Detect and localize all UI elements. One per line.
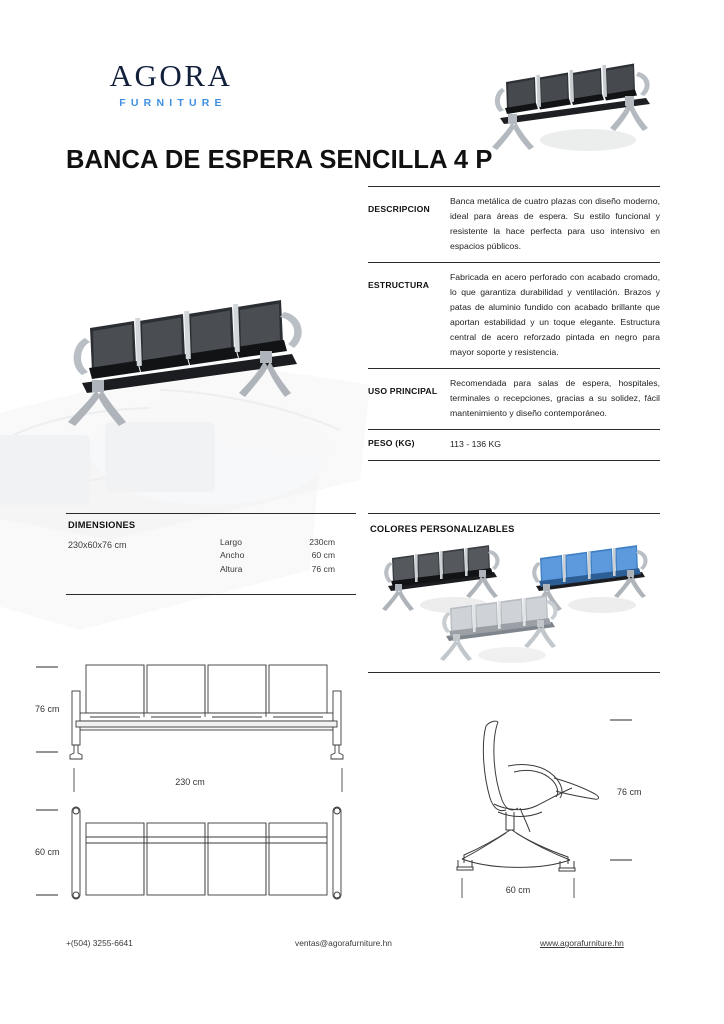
- colores-rule-top: [368, 513, 660, 514]
- footer-email: ventas@agorafurniture.hn: [295, 938, 392, 948]
- dimension-label-height-front: 76 cm: [35, 704, 60, 714]
- brand-tagline: FURNITURE: [119, 97, 227, 109]
- brand-name: AGORA: [109, 58, 233, 93]
- spec-label: ESTRUCTURA: [368, 279, 430, 290]
- spec-row-peso: [368, 430, 660, 460]
- dimension-label-length: 230 cm: [175, 777, 205, 787]
- table-rule: [368, 460, 660, 461]
- spec-value: 113 - 136 KG: [450, 438, 502, 449]
- list-item: [220, 549, 335, 562]
- hero-product-image: [478, 52, 678, 160]
- page-title: BANCA DE ESPERA SENCILLA 4 P: [66, 146, 493, 174]
- dimension-value: 60 cm: [311, 550, 335, 561]
- spec-row-descripcion: [368, 187, 660, 262]
- colores-title: COLORES PERSONALIZABLES: [370, 524, 515, 534]
- dimension-key: Altura: [220, 563, 243, 574]
- dimension-label-height-side: 76 cm: [617, 787, 642, 797]
- spec-label: PESO (KG): [368, 437, 415, 448]
- spec-label: DESCRIPCION: [368, 204, 430, 214]
- dimension-value: 76 cm: [311, 563, 335, 574]
- dimensiones-list: [220, 536, 335, 576]
- dimensiones-title: DIMENSIONES: [68, 520, 136, 530]
- dimension-label-depth-side: 60 cm: [505, 885, 531, 895]
- list-item: [220, 563, 335, 576]
- color-swatch-gris[interactable]: [430, 592, 580, 667]
- specifications-table: [368, 186, 660, 461]
- spec-row-uso-principal: [368, 369, 660, 429]
- brand-logo: [76, 60, 266, 109]
- main-product-image: [52, 288, 327, 433]
- footer-website[interactable]: www.agorafurniture.hn: [540, 938, 624, 948]
- footer-phone: +(504) 3255-6641: [66, 938, 133, 948]
- list-item: [220, 536, 335, 549]
- spec-value: Recomendada para salas de espera, hospitales, terminales o recepciones, gracias a su solidez, fácil mantenimiento y diseño contemporáneo.: [450, 377, 660, 418]
- dimensiones-summary: 230x60x76 cm: [68, 540, 127, 550]
- dimensiones-rule-top: [66, 513, 356, 514]
- dimension-key: Largo: [220, 537, 242, 547]
- technical-drawing-side: [432, 700, 682, 905]
- dimension-label-depth-top: 60 cm: [35, 847, 60, 857]
- footer: [0, 938, 724, 958]
- technical-drawing-front-top: [22, 655, 372, 905]
- colores-rule-bottom: [368, 672, 660, 673]
- dimension-key: Ancho: [220, 550, 245, 561]
- spec-value: Fabricada en acero perforado con acabado cromado, lo que garantiza durabilidad y ventilación. Brazos y patas de aluminio fundido con acabado brillante que aportan estabilidad y un toque elegante. Estructura central de acero reforzado pintada en negro para mayor soporte y resistencia.: [450, 271, 660, 357]
- dimensiones-rule-bottom: [66, 594, 356, 595]
- spec-value: Banca metálica de cuatro plazas con diseño moderno, ideal para áreas de espera. Su estilo funcional y resistente la hace perfecta para uso intensivo en espacios públicos.: [450, 196, 660, 251]
- spec-label: USO PRINCIPAL: [368, 385, 438, 396]
- dimension-value: 230cm: [309, 537, 335, 547]
- spec-row-estructura: [368, 263, 660, 368]
